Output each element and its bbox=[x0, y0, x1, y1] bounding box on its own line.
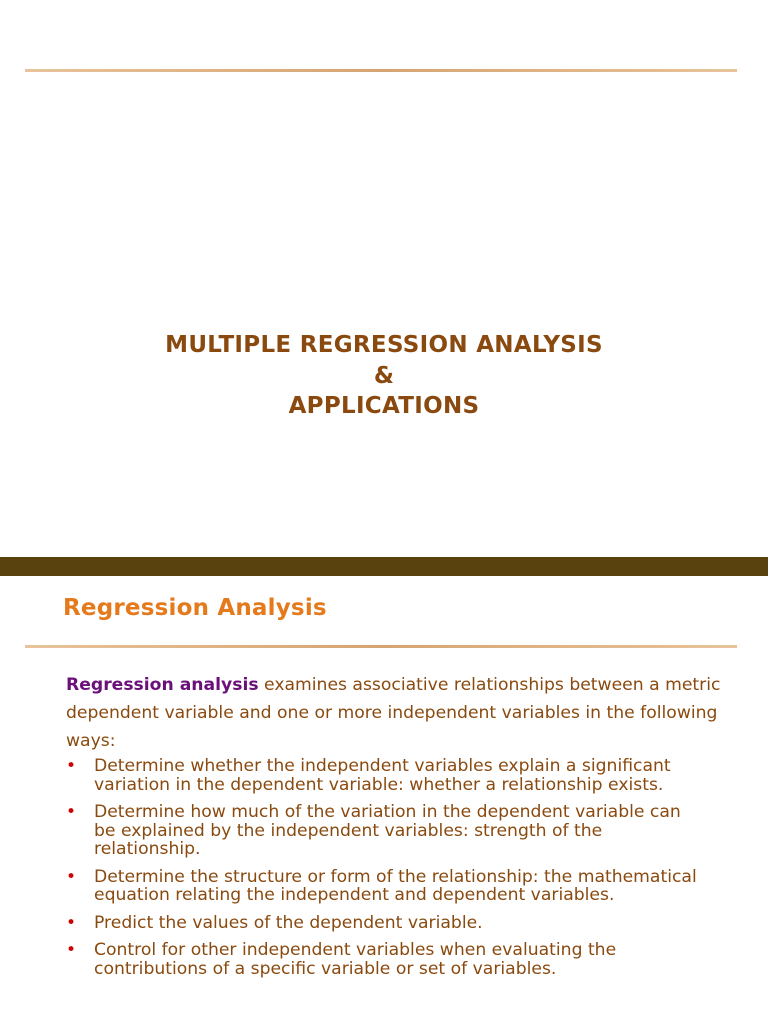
list-item bbox=[66, 914, 706, 933]
slide-title bbox=[0, 330, 768, 422]
bullet-dot-icon: • bbox=[66, 866, 77, 887]
slide-divider bbox=[0, 557, 768, 576]
list-item bbox=[66, 868, 706, 905]
bullet-text: Predict the values of the dependent variable. bbox=[94, 912, 483, 933]
bullet-text: Determine how much of the variation in the dependent variable can be explained by the independent variables: strength of the relationship. bbox=[94, 802, 681, 859]
bullet-text: Determine the structure or form of the relationship: the mathematical equation relating the independent and dependent variables. bbox=[94, 866, 697, 905]
bullet-dot-icon: • bbox=[66, 940, 77, 960]
intro-paragraph bbox=[66, 671, 726, 755]
bullet-text: Control for other independent variables when evaluating the contributions of a specific variable or set of variables. bbox=[94, 940, 617, 979]
bullet-dot-icon: • bbox=[66, 802, 77, 822]
bullet-dot-icon: • bbox=[66, 756, 77, 776]
title-line-1: MULTIPLE REGRESSION ANALYSIS bbox=[165, 332, 603, 358]
title-line-3: APPLICATIONS bbox=[288, 393, 480, 419]
heading-rule bbox=[25, 645, 737, 648]
bullet-text: Determine whether the independent variables explain a significant variation in the dependent variable: whether a relationship exists. bbox=[94, 756, 671, 795]
title-line-2: & bbox=[373, 362, 395, 389]
list-item bbox=[66, 757, 706, 794]
content-slide bbox=[0, 576, 768, 1024]
list-item bbox=[66, 941, 706, 978]
bullet-list bbox=[66, 757, 706, 987]
list-item bbox=[66, 803, 706, 859]
intro-text: examines associative relationships between a metric dependent variable and one or more independent variables in the following ways: bbox=[66, 675, 721, 751]
top-rule bbox=[25, 69, 737, 72]
bullet-dot-icon: • bbox=[66, 912, 77, 933]
slide-heading: Regression Analysis bbox=[63, 595, 327, 621]
intro-term: Regression analysis bbox=[66, 675, 259, 695]
